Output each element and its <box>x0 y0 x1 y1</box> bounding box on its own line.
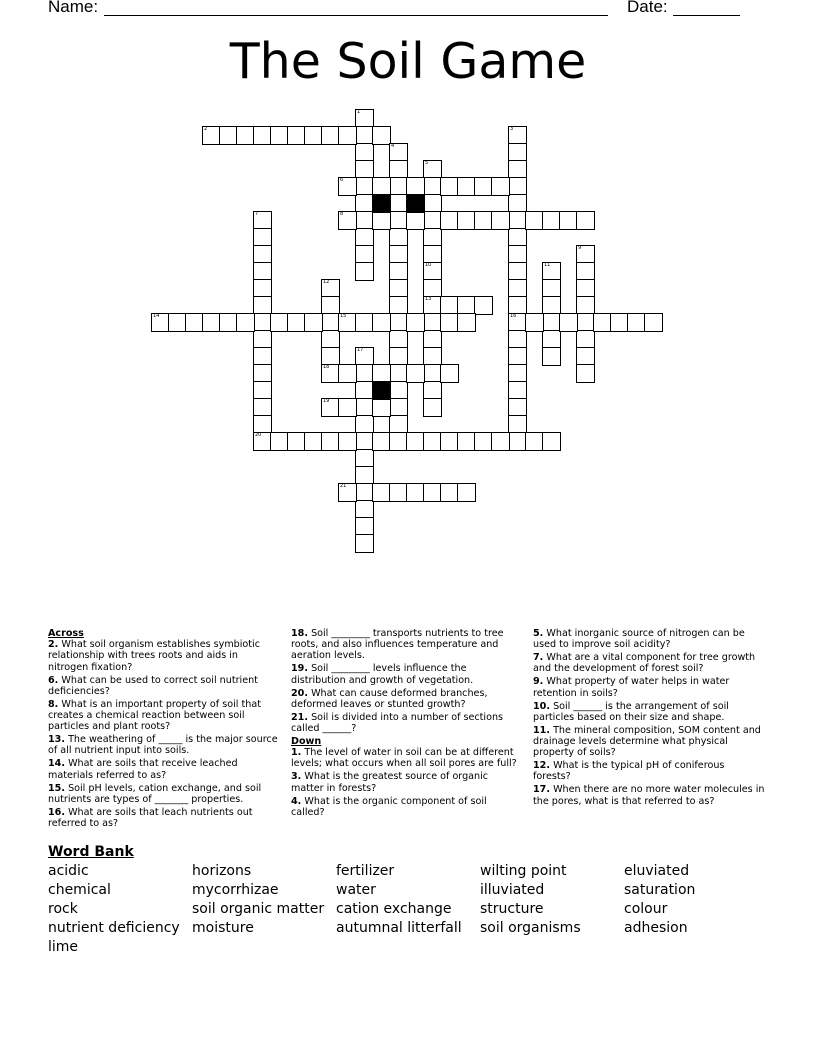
grid-cell[interactable] <box>338 483 357 502</box>
word-bank-word: saturation <box>624 882 696 899</box>
grid-cell[interactable] <box>304 313 323 332</box>
clue-number: 5 <box>425 160 429 166</box>
grid-cell[interactable] <box>372 211 391 230</box>
grid-cell[interactable] <box>338 211 357 230</box>
clues-column-3 <box>533 628 765 809</box>
grid-cell[interactable] <box>338 364 357 383</box>
clue-number-label: 2. <box>48 639 59 651</box>
word-bank-word: acidic <box>48 863 89 879</box>
clue-text: What are a vital component for tree growth and the development of forest soil? <box>533 652 756 675</box>
grid-cell[interactable] <box>406 211 425 230</box>
clue-item <box>533 725 765 759</box>
clue-item <box>48 675 278 697</box>
date-label: Date: <box>627 0 668 16</box>
grid-cell[interactable] <box>542 347 561 366</box>
grid-cell[interactable] <box>491 211 510 230</box>
clue-text: Soil ________ transports nutrients to tree roots, and also influences temperature and aeration levels. <box>291 628 504 662</box>
word-bank-word: cation exchange <box>336 901 452 918</box>
clue-item <box>533 652 765 674</box>
grid-cell[interactable] <box>457 313 476 332</box>
clue-item <box>291 712 523 734</box>
word-bank-word: soil organic matter <box>192 901 325 918</box>
word-bank-column <box>624 862 695 938</box>
clue-number: 20 <box>255 432 262 438</box>
word-bank-word: horizons <box>192 863 252 879</box>
clue-text: The mineral composition, SOM content and drainage levels determine what physical property of soils? <box>533 724 761 759</box>
clue-item <box>48 699 278 733</box>
grid-cell[interactable] <box>372 313 391 332</box>
clue-number-label: 18. <box>291 628 308 639</box>
clue-number-label: 7. <box>533 652 544 664</box>
clue-item <box>291 628 523 662</box>
clue-text: What are soils that leach nutrients out referred to as? <box>48 806 253 830</box>
grid-cell[interactable] <box>338 126 357 145</box>
clue-number-label: 20. <box>291 687 308 699</box>
clue-text: Soil is divided into a number of sections called ______? <box>291 711 504 735</box>
word-bank-word: colour <box>624 901 668 918</box>
word-bank-column <box>48 862 180 957</box>
clue-number: 12 <box>323 279 330 285</box>
clue-item <box>291 747 523 769</box>
clue-number-label: 19. <box>291 663 308 675</box>
grid-cell[interactable] <box>355 262 374 281</box>
clue-text: What inorganic source of nitrogen can be used to improve soil acidity? <box>533 628 745 651</box>
word-bank-word: rock <box>48 901 78 918</box>
word-bank-word: wilting point <box>480 863 567 879</box>
grid-cell[interactable] <box>406 313 425 332</box>
clue-text: The weathering of _____ is the major source of all nutrient input into soils. <box>48 734 278 757</box>
clue-item <box>533 676 765 698</box>
word-bank-word: chemical <box>48 882 111 899</box>
clue-number: 4 <box>391 143 395 149</box>
clue-item <box>291 771 523 793</box>
clue-item <box>533 784 765 806</box>
grid-cell[interactable] <box>423 398 442 417</box>
word-bank-word: moisture <box>192 920 254 937</box>
clue-item <box>48 639 278 673</box>
clue-number: 19 <box>323 398 330 404</box>
grid-cell[interactable] <box>457 483 476 502</box>
clue-item <box>48 734 278 756</box>
clue-text: When there are no more water molecules in the pores, what is that referred to as? <box>533 784 765 807</box>
clue-number: 13 <box>425 296 432 302</box>
grid-cell[interactable] <box>576 211 595 230</box>
clue-text: What property of water helps in water retention in soils? <box>533 676 730 699</box>
clue-number: 10 <box>425 262 432 268</box>
clue-text: What soil organism establishes symbiotic relationship with trees roots and aids in nitrogen fixation? <box>48 639 260 673</box>
clue-number: 18 <box>323 364 330 370</box>
clue-item <box>48 783 278 805</box>
clue-text: What is the greatest source of organic matter in forests? <box>291 771 489 794</box>
grid-cell[interactable] <box>525 313 544 332</box>
name-label: Name: <box>48 0 99 16</box>
grid-cell[interactable] <box>559 313 578 332</box>
grid-cell[interactable] <box>491 432 510 451</box>
word-bank-word: illuviated <box>480 882 545 899</box>
clue-number: 14 <box>153 313 160 319</box>
clue-item <box>533 628 765 650</box>
grid-cell[interactable] <box>542 432 561 451</box>
grid-cell[interactable] <box>338 177 357 196</box>
grid-cell[interactable] <box>338 398 357 417</box>
clue-item <box>533 701 765 723</box>
black-cell <box>372 381 391 400</box>
clue-text: What can cause deformed branches, deformed leaves or stunted growth? <box>291 687 488 710</box>
clue-item <box>48 758 278 780</box>
clue-number: 9 <box>578 245 582 251</box>
clue-number-label: 1. <box>291 747 302 759</box>
clue-number: 21 <box>340 483 347 489</box>
clue-text: Soil ______ is the arrangement of soil particles based on their size and shape. <box>533 700 729 723</box>
clues-column-2 <box>291 628 523 820</box>
word-bank-column <box>480 862 581 938</box>
clue-text: What can be used to correct soil nutrient deficiencies? <box>48 674 258 697</box>
clue-text: What is an important property of soil that creates a chemical reaction between soil particles and plant roots? <box>48 698 261 733</box>
word-bank-column <box>192 862 324 938</box>
clue-number-label: 9. <box>533 676 544 688</box>
clue-number: 17 <box>357 347 364 353</box>
section-heading: Down <box>291 736 322 748</box>
clue-number-label: 12. <box>533 760 550 772</box>
clues-column-1 <box>48 628 278 831</box>
clue-number: 1 <box>357 109 361 115</box>
clue-number: 2 <box>204 126 208 132</box>
clue-item <box>48 807 278 829</box>
word-bank-word: eluviated <box>624 863 690 879</box>
clue-text: Soil pH levels, cation exchange, and soil nutrients are types of _______ properties. <box>48 782 262 805</box>
clue-number: 8 <box>340 211 344 217</box>
clue-number-label: 5. <box>533 628 544 639</box>
clue-number-label: 15. <box>48 782 65 794</box>
clue-number-label: 6. <box>48 674 59 686</box>
word-bank-word: soil organisms <box>480 920 581 937</box>
word-bank-word: fertilizer <box>336 863 395 879</box>
clue-number-label: 11. <box>533 724 550 736</box>
clue-item <box>291 663 523 685</box>
clue-number-label: 21. <box>291 711 308 723</box>
grid-cell[interactable] <box>576 364 595 383</box>
grid-cell[interactable] <box>644 313 663 332</box>
word-bank-word: mycorrhizae <box>192 882 279 899</box>
grid-cell[interactable] <box>236 313 255 332</box>
word-bank-word: water <box>336 882 376 899</box>
clue-text: What is the organic component of soil called? <box>291 795 487 818</box>
clue-number: 16 <box>510 313 517 319</box>
clue-item <box>291 796 523 818</box>
black-cell <box>372 194 391 213</box>
clue-number: 6 <box>340 177 344 183</box>
black-cell <box>406 194 425 213</box>
clue-number-label: 4. <box>291 795 302 807</box>
clue-text: Soil ________ levels influence the distribution and growth of vegetation. <box>291 663 474 686</box>
word-bank-word: structure <box>480 901 544 918</box>
page-title: The Soil Game <box>229 33 587 90</box>
clue-number-label: 17. <box>533 784 550 796</box>
clue-number-label: 8. <box>48 698 59 710</box>
word-bank-word: lime <box>48 939 79 956</box>
clue-item <box>533 760 765 782</box>
clue-number-label: 16. <box>48 806 65 818</box>
clue-number-label: 13. <box>48 734 65 746</box>
clue-number-label: 10. <box>533 700 550 712</box>
clue-number: 11 <box>544 262 551 268</box>
grid-cell[interactable] <box>440 364 459 383</box>
clue-number: 15 <box>340 313 347 319</box>
clue-text: What are soils that receive leached materials referred to as? <box>48 758 238 781</box>
grid-cell[interactable] <box>474 296 493 315</box>
word-bank-column <box>336 862 462 938</box>
grid-cell[interactable] <box>406 364 425 383</box>
grid-cell[interactable] <box>338 432 357 451</box>
clue-text: What is the typical pH of coniferous forests? <box>533 760 725 783</box>
clue-number: 7 <box>255 211 259 217</box>
grid-cell[interactable] <box>491 177 510 196</box>
word-bank-word: nutrient deficiency <box>48 920 180 937</box>
word-bank-word: adhesion <box>624 920 688 937</box>
clue-number: 3 <box>510 126 514 132</box>
clue-number-label: 14. <box>48 758 65 770</box>
grid-cell[interactable] <box>372 398 391 417</box>
word-bank-word: autumnal litterfall <box>336 920 462 937</box>
section-heading: Across <box>48 628 84 639</box>
word-bank-title: Word Bank <box>48 844 134 860</box>
clue-item <box>291 688 523 710</box>
clue-number-label: 3. <box>291 771 302 783</box>
clue-text: The level of water in soil can be at different levels; what occurs when all soil pores are full? <box>291 747 517 770</box>
grid-cell[interactable] <box>355 534 374 553</box>
